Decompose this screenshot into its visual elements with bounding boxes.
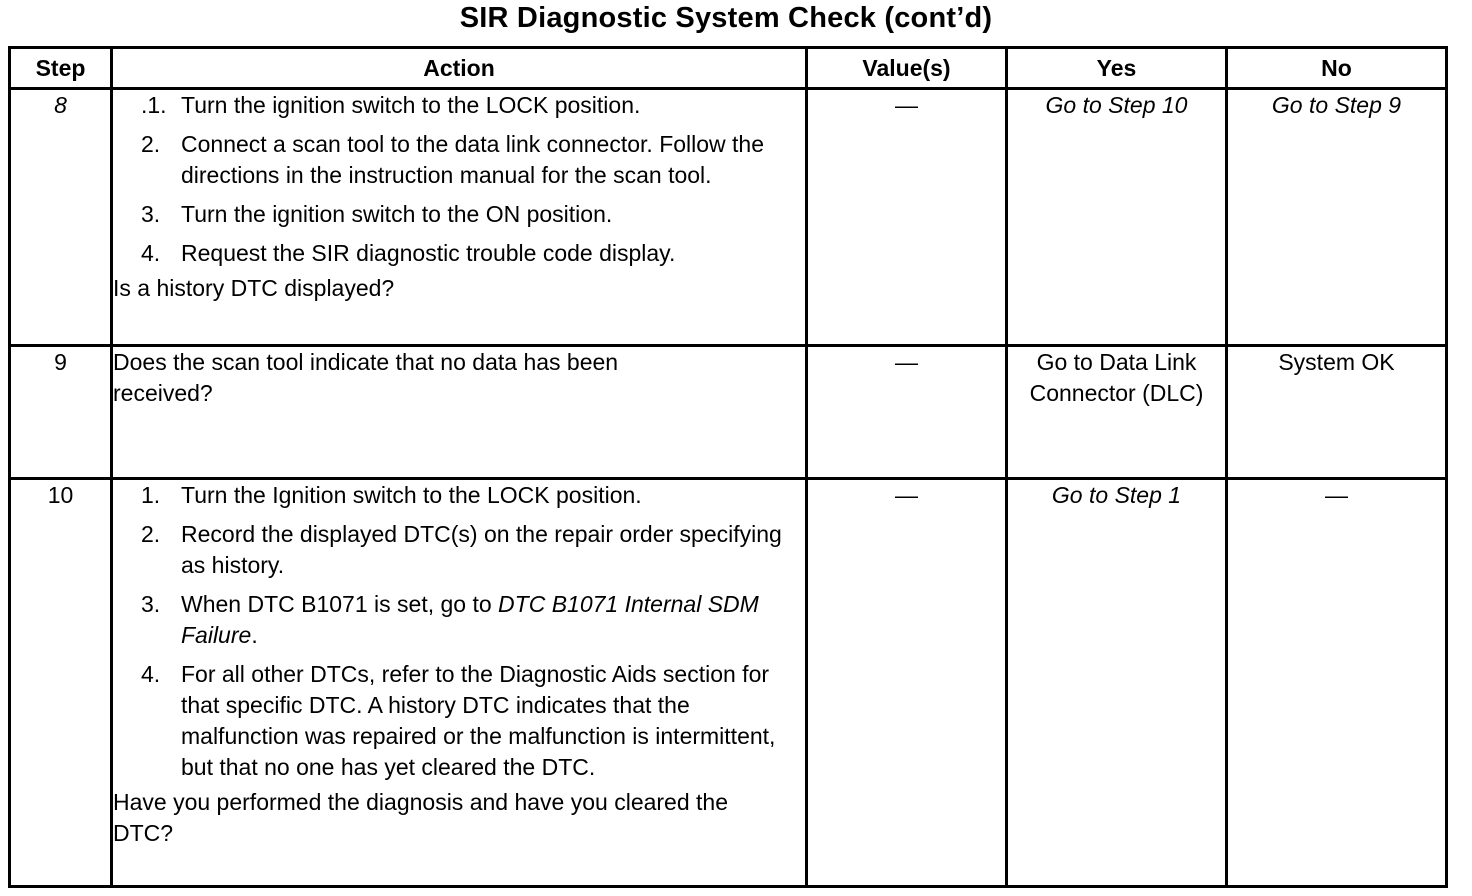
- header-action: Action: [112, 48, 807, 89]
- step-text: Request the SIR diagnostic trouble code display.: [181, 240, 676, 266]
- action-step: [113, 238, 805, 269]
- page-title: SIR Diagnostic System Check (cont’d): [459, 2, 993, 34]
- action-cell: [112, 479, 807, 887]
- value-cell: —: [807, 479, 1007, 887]
- action-question: Is a history DTC displayed?: [113, 275, 395, 301]
- step-text: Turn the ignition switch to the LOCK position.: [181, 92, 641, 118]
- diagnostic-table: [8, 46, 1448, 888]
- step-text-before: When DTC B1071 is set, go to: [181, 591, 499, 617]
- step-index: 4.: [141, 240, 161, 266]
- step-number: 8: [10, 89, 112, 346]
- no-cell: System OK: [1227, 346, 1447, 479]
- step-number: 9: [10, 346, 112, 479]
- step-index: 1.: [141, 482, 161, 508]
- action-step: [113, 90, 805, 121]
- step-index: 2.: [141, 131, 161, 157]
- step-index: 3.: [141, 201, 161, 227]
- action-step: [113, 589, 805, 651]
- action-steps: [113, 90, 805, 269]
- value-cell: —: [807, 89, 1007, 346]
- yes-cell: Go to Data Link Connector (DLC): [1007, 346, 1227, 479]
- header-row: [10, 48, 1447, 89]
- step-text: Turn the ignition switch to the ON position.: [181, 201, 613, 227]
- action-step: [113, 199, 805, 230]
- yes-cell: Go to Step 1: [1007, 479, 1227, 887]
- value-cell: —: [807, 346, 1007, 479]
- step-index: 3.: [141, 591, 161, 617]
- step-text-after: .: [251, 622, 258, 648]
- action-step: [113, 480, 805, 511]
- step-text: Turn the Ignition switch to the LOCK position.: [181, 482, 642, 508]
- action-step: [113, 659, 805, 783]
- table-row: [10, 346, 1447, 479]
- table-row: [10, 479, 1447, 887]
- no-cell: Go to Step 9: [1227, 89, 1447, 346]
- no-cell: —: [1227, 479, 1447, 887]
- yes-cell: Go to Step 10: [1007, 89, 1227, 346]
- action-step: [113, 519, 805, 581]
- step-text: Record the displayed DTC(s) on the repair order specifying as history.: [181, 521, 782, 578]
- header-yes: Yes: [1007, 48, 1227, 89]
- step-reference: DTC B1071 Internal SDM Failure: [181, 591, 759, 648]
- step-index: .1.: [141, 92, 167, 118]
- action-cell: [112, 89, 807, 346]
- step-index: 4.: [141, 661, 161, 687]
- step-text: Connect a scan tool to the data link connector. Follow the directions in the instruction manual for the scan tool.: [181, 131, 765, 188]
- table-row: [10, 89, 1447, 346]
- step-text: For all other DTCs, refer to the Diagnostic Aids section for that specific DTC. A history DTC indicates that the malfunction was repaired or the malfunction is intermittent, but that no one has yet cleared the DTC.: [181, 661, 776, 780]
- header-values: Value(s): [807, 48, 1007, 89]
- action-step: [113, 129, 805, 191]
- action-cell: [112, 346, 807, 479]
- action-question: Does the scan tool indicate that no data has been received?: [113, 349, 619, 406]
- header-step: Step: [10, 48, 112, 89]
- step-number: 10: [10, 479, 112, 887]
- action-question: Have you performed the diagnosis and have you cleared the DTC?: [113, 789, 729, 846]
- action-steps: [113, 480, 805, 783]
- step-index: 2.: [141, 521, 161, 547]
- header-no: No: [1227, 48, 1447, 89]
